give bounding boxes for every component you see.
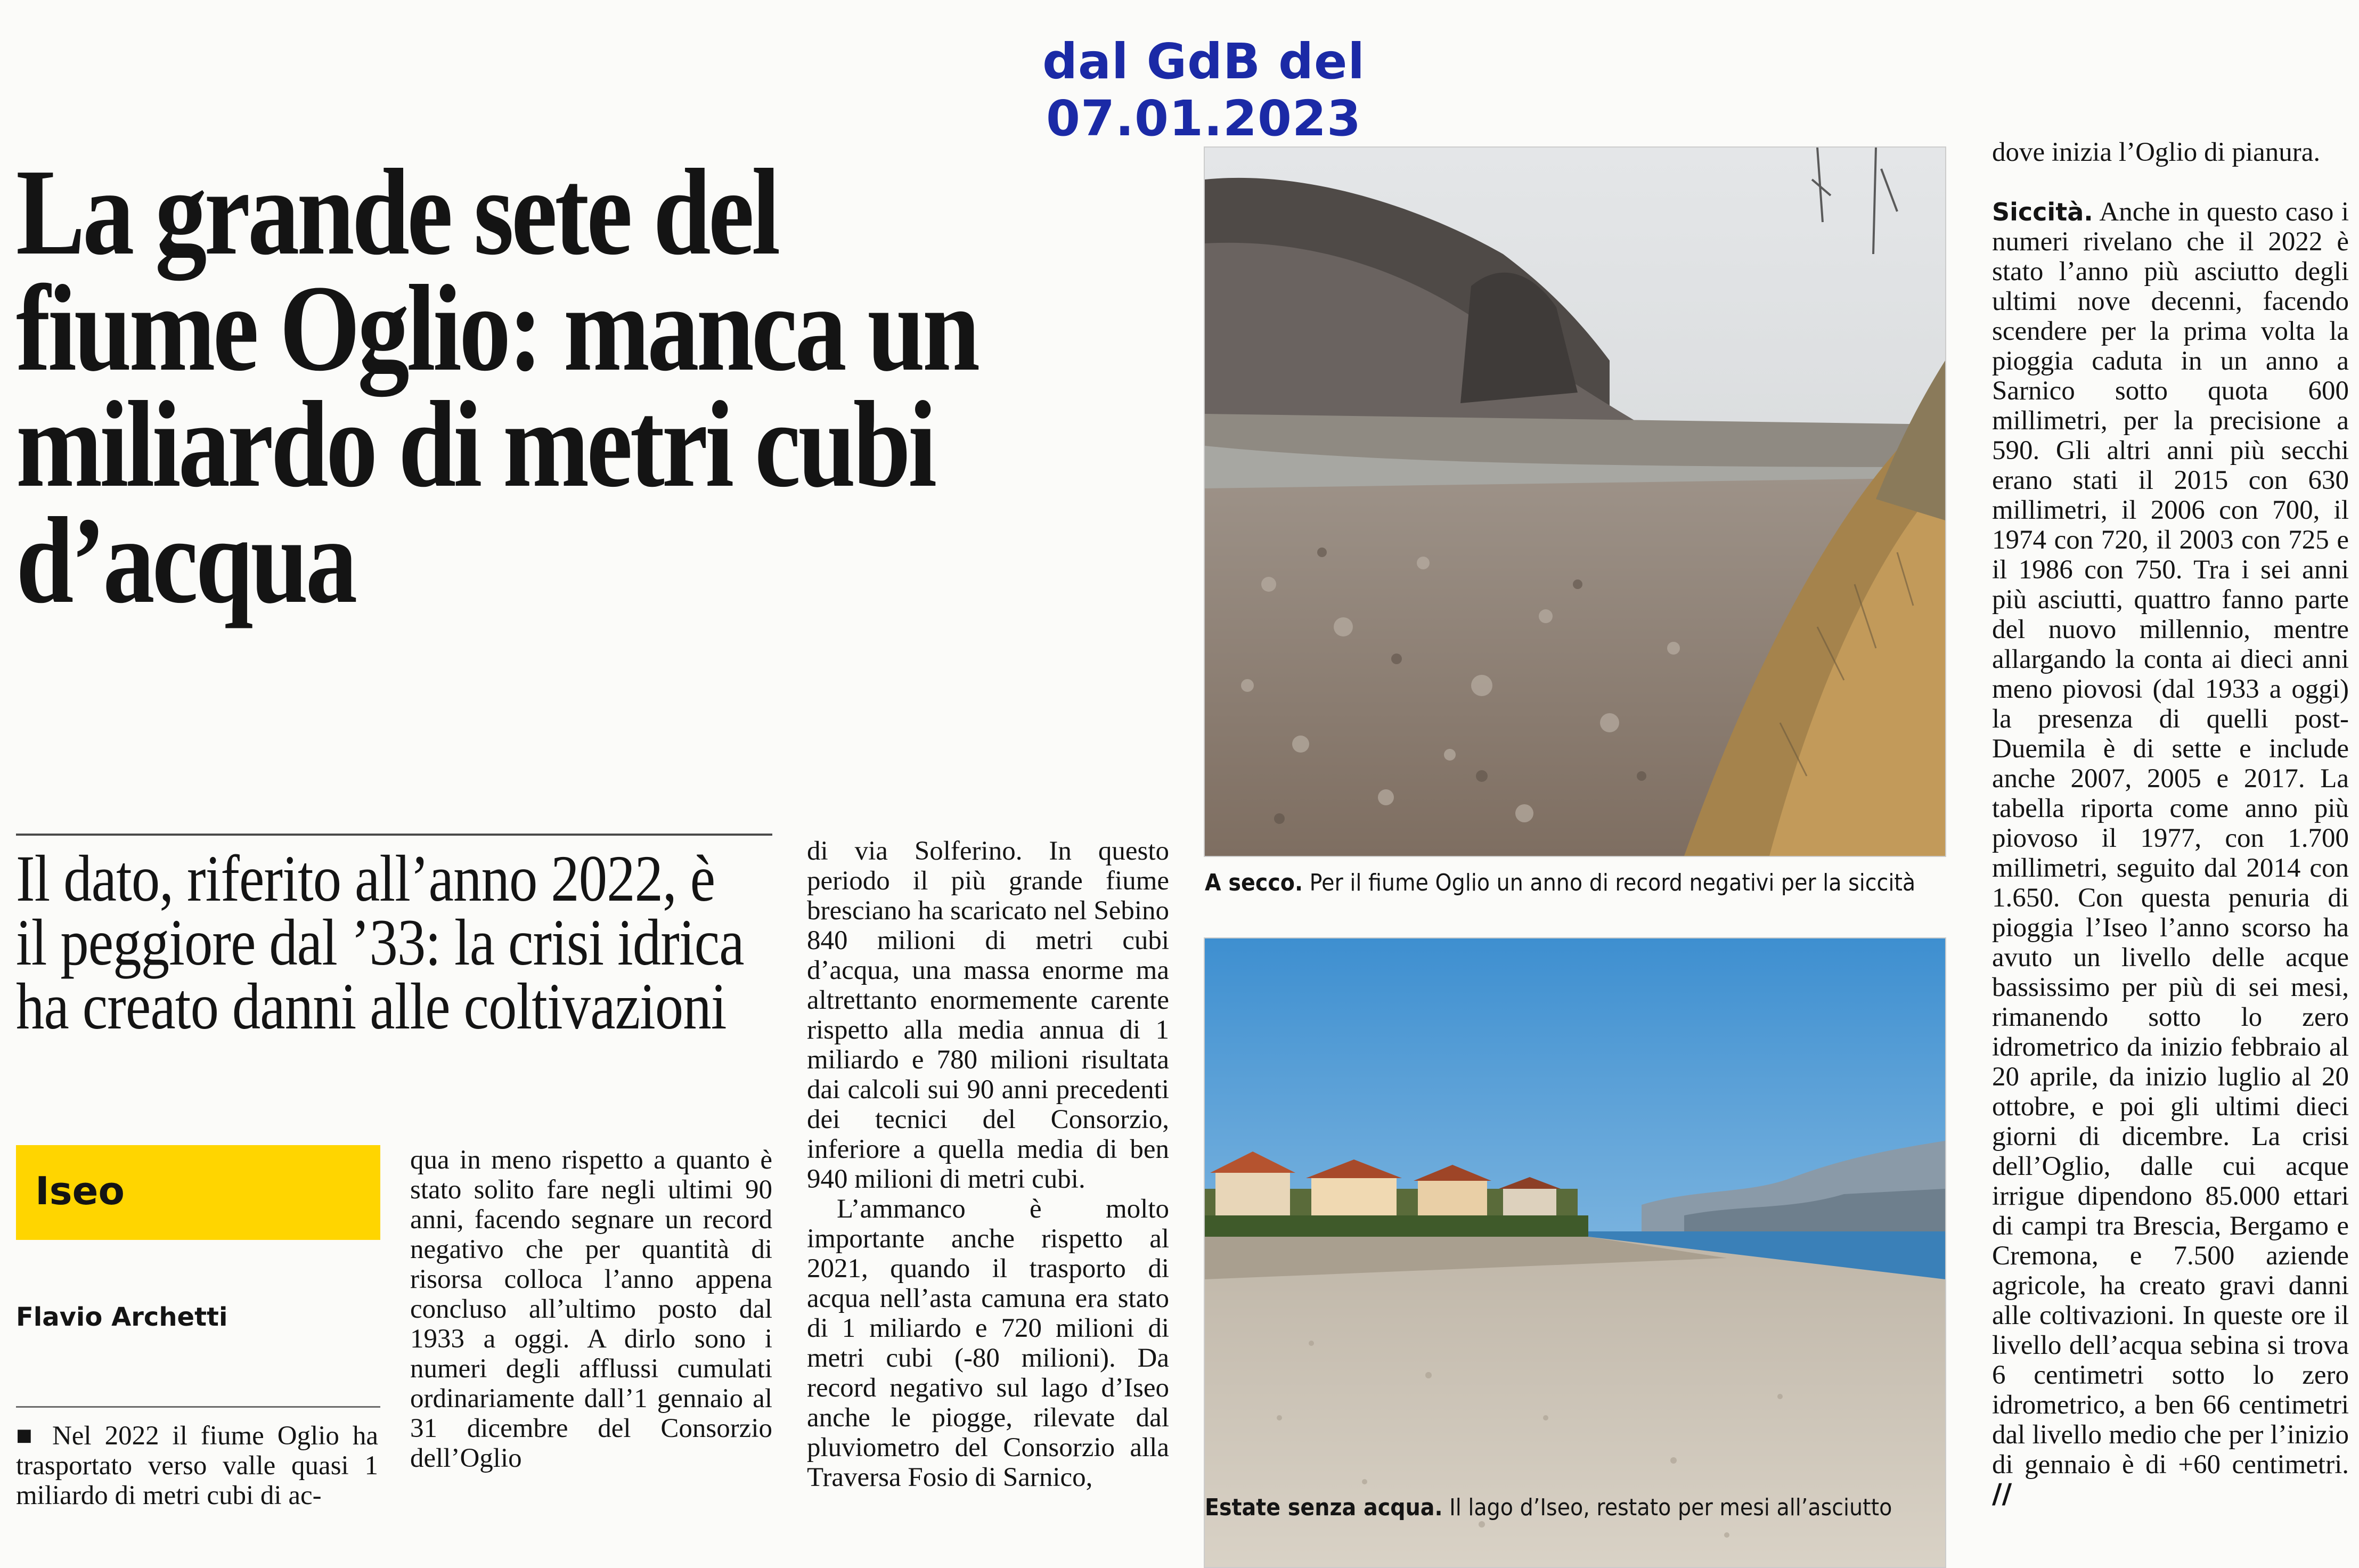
subheadline: Il dato, riferito all’anno 2022, è il peggiore dal ’33: la crisi idrica ha creato danni alle coltivazioni	[16, 842, 744, 1043]
article-column-3	[807, 836, 1169, 1565]
dry-lakeshore-image	[1205, 938, 1945, 1567]
end-mark: //	[1992, 1479, 2012, 1510]
paragraph-lead: Siccità.	[1992, 198, 2093, 226]
byline: Flavio Archetti	[16, 1302, 228, 1332]
source-line: dal GdB del 07.01.2023	[1042, 33, 1365, 147]
photo-caption-bottom	[1205, 1494, 1892, 1521]
photo-dry-riverbed	[1204, 146, 1946, 857]
caption-text: Il lago d’Iseo, restato per mesi all’asciutto	[1442, 1494, 1892, 1521]
section-tag	[16, 1145, 380, 1240]
article-column-4	[1992, 137, 2349, 1565]
photo-dry-lakeshore	[1204, 937, 1946, 1568]
divider	[16, 834, 772, 836]
caption-lead: A secco.	[1205, 869, 1303, 896]
headline: La grande sete del fiume Oglio: manca un miliardo di metri cubi d’acqua	[16, 144, 978, 629]
article-paragraph: L’ammanco è molto importante anche rispetto al 2021, quando il trasporto di acqua nell’asta camuna era stato di 1 miliardo e 720 milioni di metri cubi (-80 milioni). Da record negativo sul lago d’Iseo anche le piogge, rilevate dal pluviometro del Consorzio alla Traversa Fosio di Sarnico,	[807, 1194, 1169, 1492]
article-paragraph: dove inizia l’Oglio di pianura.	[1992, 137, 2321, 167]
article-paragraph: ■ Nel 2022 il fiume Oglio ha trasportato verso valle quasi 1 miliardo di metri cubi di ac-	[16, 1421, 378, 1510]
article-column-1	[16, 1421, 378, 1565]
paragraph-text: Anche in questo caso i numeri rivelano che il 2022 è stato l’anno più asciutto degli ultimi nove decenni, facendo scendere per la prima volta la pioggia caduta in un anno a Sarnico sotto quota 600 millimetri, per la precisione a 590. Gli altri anni più secchi erano stati il 2015 con 630 millimetri, il 2006 con 700, il 1974 con 720, il 2003 con 725 e il 1986 con 750. Tra i sei anni più asciutti, quattro fanno parte del nuovo millennio, mentre allargando la conta ai dieci anni meno piovosi (dal 1933 a oggi) la presenza di quelli post-Duemila è di sette e include anche 2007, 2005 e 2017. La tabella riporta come anno più piovoso il 1977, con 1.700 millimetri, seguito dal 2014 con 1.650. Con questa penuria di pioggia l’Iseo l’anno scorso ha avuto un livello delle acque bassissimo per più di sei mesi, rimanendo sotto lo zero idrometrico da inizio febbraio al 20 aprile, da inizio luglio al 20 ottobre, e poi gli ultimi dieci giorni di dicembre. La crisi dell’Oglio, dalle cui acque irrigue dipendono 85.000 ettari di campi tra Brescia, Bergamo e Cremona, e 7.500 aziende agricole, ha creato gravi danni alle coltivazioni. In queste ore il livello dell’acqua sebina si trova 6 centimetri sotto lo zero idrometrico, a ben 66 centimetri dal livello medio che per l’inizio di gennaio è di +60 centimetri.	[1992, 197, 2349, 1480]
article-paragraph	[1992, 197, 2349, 1509]
caption-lead: Estate senza acqua.	[1205, 1494, 1443, 1521]
article-column-2	[410, 1145, 772, 1565]
photo-caption-top	[1205, 869, 1915, 896]
section-tag-label: Iseo	[35, 1169, 125, 1213]
article-paragraph: qua in meno rispetto a quanto è stato solito fare negli ultimi 90 anni, facendo segnare un record negativo che per quantità di risorsa colloca l’anno appena concluso all’ultimo posto dal 1933 a oggi. A dirlo sono i numeri degli afflussi cumulati ordinariamente dall’1 gennaio al 31 dicembre del Consorzio dell’Oglio	[410, 1145, 772, 1473]
article-paragraph: di via Solferino. In questo periodo il più grande fiume bresciano ha scaricato nel Sebino 840 milioni di metri cubi d’acqua, una massa enorme ma altrettanto enormemente carente rispetto alla media annua di 1 miliardo e 780 milioni risultata dai calcoli sui 90 anni precedenti dei tecnici del Consorzio, inferiore a quella media di ben 940 milioni di metri cubi.	[807, 836, 1169, 1194]
divider	[16, 1406, 380, 1408]
dry-riverbed-image	[1205, 148, 1945, 856]
caption-text: Per il fiume Oglio un anno di record negativi per la siccità	[1303, 869, 1916, 896]
